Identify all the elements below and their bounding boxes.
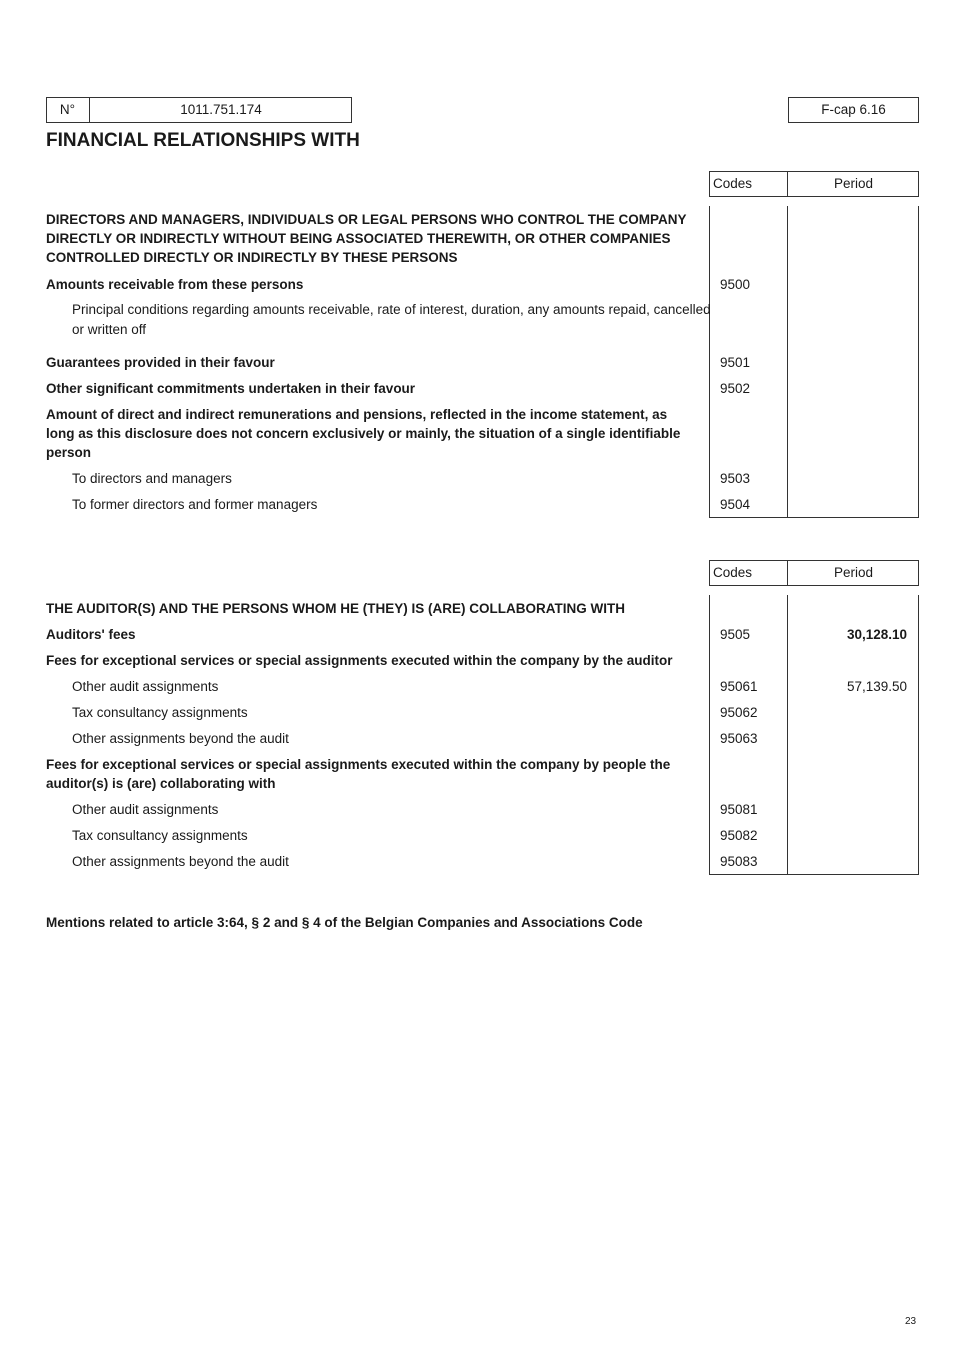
row-code: 95063: [720, 731, 758, 746]
row-code: 9500: [720, 277, 751, 292]
row-code: 95082: [720, 828, 758, 843]
form-code: F-cap 6.16: [821, 102, 886, 117]
row-code: 95061: [720, 679, 758, 694]
row-code: 9503: [720, 471, 751, 486]
page-number: 23: [905, 1316, 917, 1327]
section2-right-border: [918, 595, 919, 875]
row-label-line-2: long as this disclosure does not concern exclusively or mainly, the situation of a single identifiable: [46, 426, 681, 441]
row-value: 30,128.10: [846, 627, 907, 642]
row-label: Other audit assignments: [72, 802, 219, 817]
row-label-line-3: person: [46, 445, 92, 460]
section1-heading-line-2: DIRECTLY OR INDIRECTLY WITHOUT BEING ASSOCIATED THEREWITH, OR OTHER COMPANIES: [46, 231, 671, 246]
row-code: 95081: [720, 802, 758, 817]
section1-codes-header: Codes: [713, 176, 753, 191]
header-no-label: N°: [59, 102, 76, 117]
section2-codes-header: Codes: [713, 565, 753, 580]
section2-period-header: Period: [833, 565, 874, 580]
section2-bottom-border: [709, 874, 919, 875]
row-label: Tax consultancy assignments: [72, 828, 248, 843]
row-label-line-1: Principal conditions regarding amounts receivable, rate of interest, duration, any amounts repaid, cancelled: [72, 302, 711, 317]
row-label: Other significant commitments undertaken in their favour: [46, 381, 416, 396]
section1-right-border: [918, 206, 919, 518]
row-code: 95083: [720, 854, 758, 869]
row-label: Amounts receivable from these persons: [46, 277, 304, 292]
row-label: Guarantees provided in their favour: [46, 355, 275, 370]
row-label: Other audit assignments: [72, 679, 219, 694]
company-number: 1011.751.174: [180, 102, 262, 117]
row-code: 9502: [720, 381, 751, 396]
row-label: Auditors' fees: [46, 627, 136, 642]
row-code: 9505: [720, 627, 751, 642]
row-label-line-2: auditor(s) is (are) collaborating with: [46, 776, 276, 791]
row-label-line-1: Amount of direct and indirect remunerations and pensions, reflected in the income statement, as: [46, 407, 668, 422]
row-label: Tax consultancy assignments: [72, 705, 248, 720]
row-label: Other assignments beyond the audit: [72, 731, 289, 746]
section1-heading-line-1: DIRECTORS AND MANAGERS, INDIVIDUALS OR LEGAL PERSONS WHO CONTROL THE COMPANY: [46, 212, 687, 227]
section1-left-border: [709, 206, 710, 518]
section1-period-header: Period: [833, 176, 874, 191]
section2-left-border: [709, 595, 710, 875]
row-code: 9501: [720, 355, 751, 370]
row-label-line-1: Fees for exceptional services or special assignments executed within the company by people the: [46, 757, 671, 772]
row-label: To directors and managers: [72, 471, 232, 486]
row-value: 57,139.50: [846, 679, 907, 694]
section1-mid-border: [787, 206, 788, 518]
page-title: FINANCIAL RELATIONSHIPS WITH: [46, 130, 360, 151]
mentions-heading: Mentions related to article 3:64, § 2 and § 4 of the Belgian Companies and Associations Code: [46, 915, 643, 930]
section1-bottom-border: [709, 517, 919, 518]
section1-heading-line-3: CONTROLLED DIRECTLY OR INDIRECTLY BY THESE PERSONS: [46, 250, 458, 265]
row-label: To former directors and former managers: [72, 497, 318, 512]
section2-heading: THE AUDITOR(S) AND THE PERSONS WHOM HE (THEY) IS (ARE) COLLABORATING WITH: [46, 601, 625, 616]
row-label-line-2: or written off: [72, 322, 147, 337]
row-code: 9504: [720, 497, 751, 512]
row-label: Fees for exceptional services or special assignments executed within the company by the auditor: [46, 653, 673, 668]
row-code: 95062: [720, 705, 758, 720]
row-label: Other assignments beyond the audit: [72, 854, 289, 869]
